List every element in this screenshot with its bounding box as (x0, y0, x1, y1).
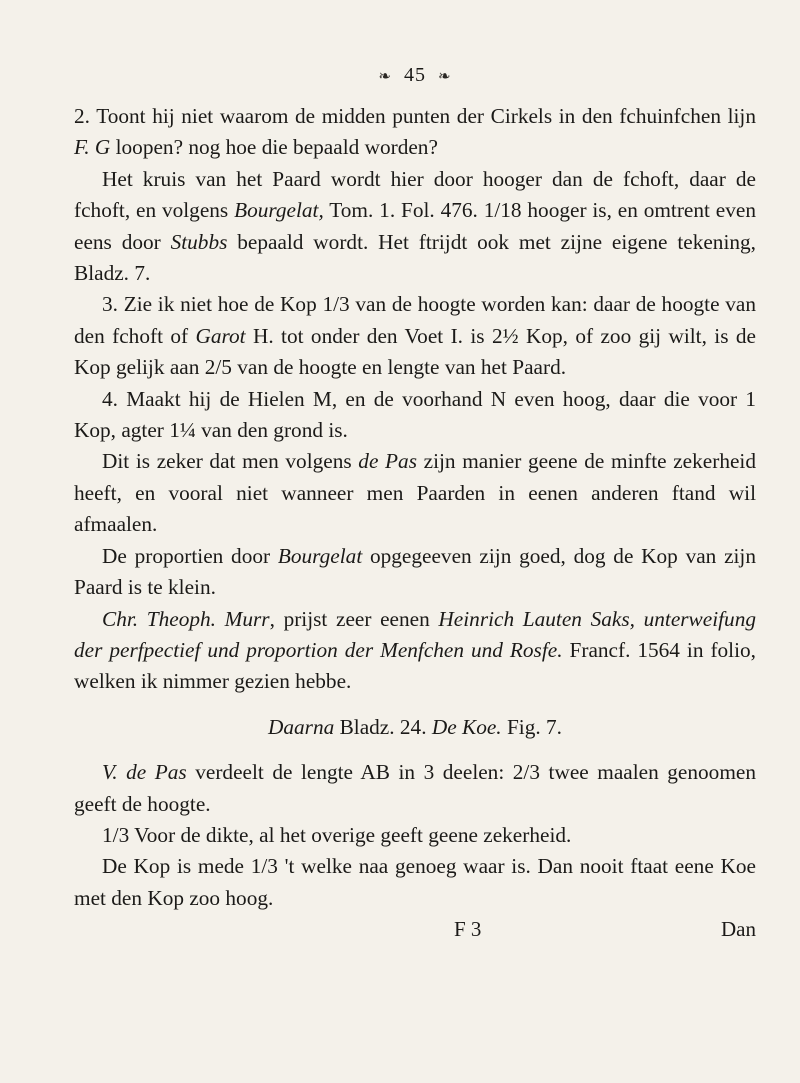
page-number: 45 (404, 64, 426, 86)
paragraph-dikte: 1/3 Voor de dikte, al het overige geeft geene zekerheid. (102, 822, 572, 847)
paragraph-4: 4. Maakt hij de Hielen M, en de voorhand N even hoog, daar die voor 1 Kop, agter 1¼ van den grond is. (74, 386, 756, 443)
signature-mark: F 3 (454, 917, 482, 942)
paragraph-proportien: De proportien door Bourgelat opgegeeven zijn goed, dog de Kop van zijn Paard is te klein. (74, 543, 757, 600)
paragraph-de-pas: V. de Pas verdeelt de lengte AB in 3 deelen: 2/3 twee maalen genoomen geeft de hoogte. (74, 760, 756, 816)
paragraph-2: 2. Toont hij niet waarom de midden punten der Cirkels in den fchuinfchen lijn F. G loopen? nog hoe die bepaald worden? (74, 104, 756, 160)
paragraph-kop: De Kop is mede 1/3 't welke naa genoeg waar is. Dan nooit ftaat eene Koe met den Kop zoo hoog. (74, 854, 756, 910)
ornament-right-icon: ❧ (438, 69, 452, 85)
page-header (74, 64, 756, 87)
catchword: Dan (721, 917, 756, 942)
ornament-left-icon: ❧ (378, 69, 392, 85)
section-heading-koe: Daarna Bladz. 24. De Koe. Fig. 7. (267, 714, 562, 739)
paragraph-murr: Chr. Theoph. Murr, prijst zeer eenen Heinrich Lauten Saks, unterweifung der perfpectief und proportion der Menfchen und Rosfe. Francf. 1564 in folio, welken ik nimmer gezien hebbe. (74, 606, 756, 694)
paragraph-zekerheid: Dit is zeker dat men volgens de Pas zijn manier geene de minfte zekerheid heeft, en vooral niet wanneer men Paarden in eenen anderen ftand wil afmaalen. (74, 449, 756, 537)
paragraph-3: 3. Zie ik niet hoe de Kop 1/3 van de hoogte worden kan: daar de hoogte van den fchoft of Garot H. tot onder den Voet I. is 2½ Kop, of zoo gij wilt, is de Kop gelijk aan 2/5 van de hoogte en lengte van het Paard. (74, 292, 756, 380)
paragraph-kruis: Het kruis van het Paard wordt hier door hooger dan de fchoft, daar de fchoft, en volgens Bourgelat, Tom. 1. Fol. 476. 1/18 hooger is, en omtrent even eens door Stubbs bepaald wordt. Het ftrijdt ook met zijne eigene tekening, Bladz. 7. (74, 166, 757, 286)
page-footer (74, 914, 756, 944)
